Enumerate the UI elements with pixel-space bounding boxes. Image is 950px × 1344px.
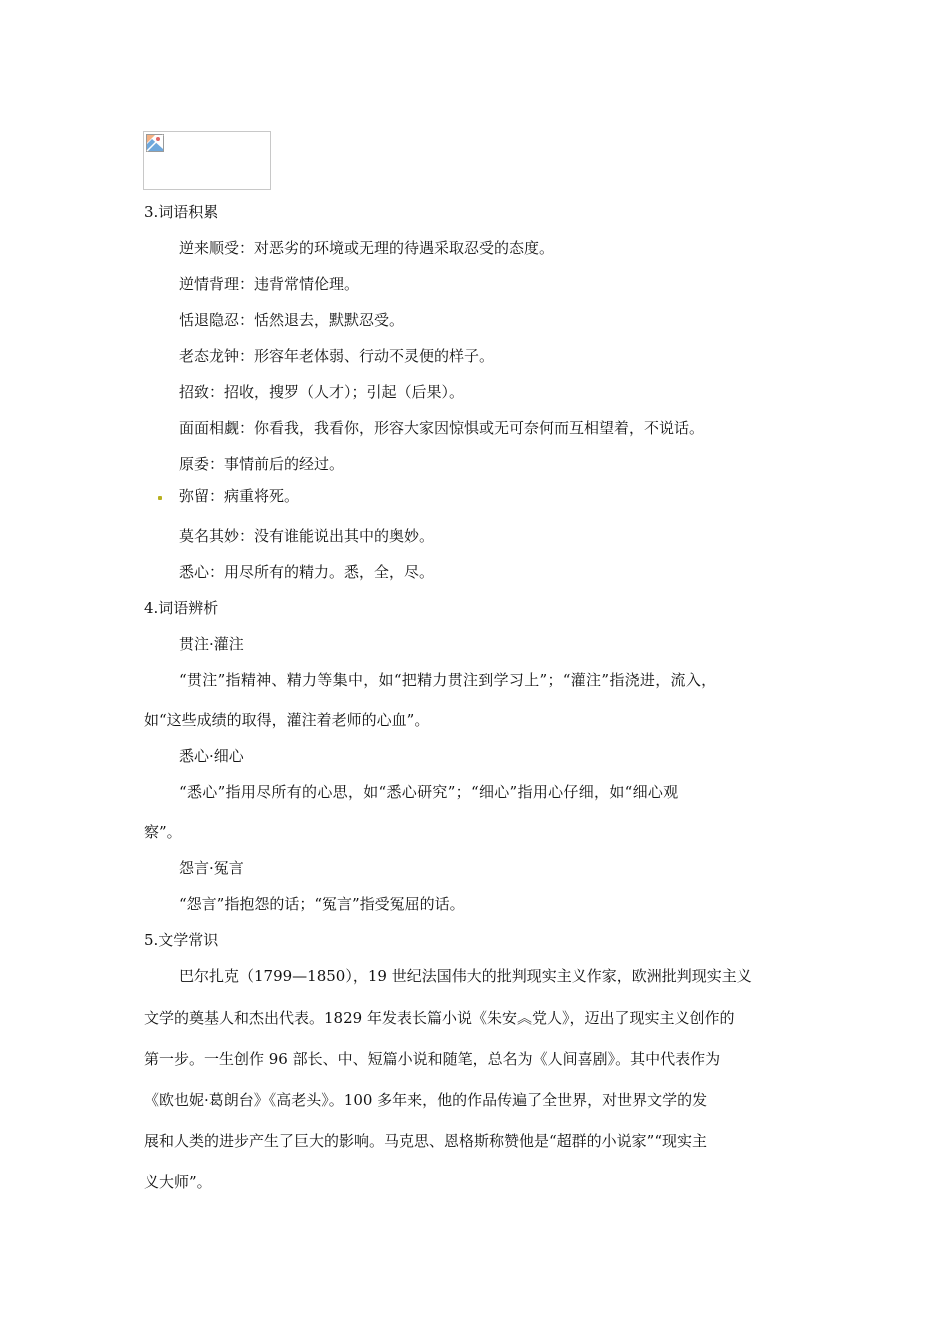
broken-image-icon <box>146 134 164 152</box>
term-item: 原委：事情前后的经过。 <box>179 455 345 473</box>
term-item: 莫名其妙：没有谁能说出其中的奥妙。 <box>179 527 435 545</box>
term-item: 逆来顺受：对恶劣的环境或无理的待遇采取忍受的态度。 <box>179 239 555 257</box>
term-item: 老态龙钟：形容年老体弱、行动不灵便的样子。 <box>179 347 495 365</box>
paragraph-line: 第一步。一生创作 96 部长、中、短篇小说和随笔，总名为《人间喜剧》。其中代表作为 <box>144 1050 721 1068</box>
paragraph-line: 展和人类的进步产生了巨大的影响。马克思、恩格斯称赞他是“超群的小说家”“现实主 <box>144 1132 708 1150</box>
pair-explanation-cont: 如“这些成绩的取得，灌注着老师的心血”。 <box>144 711 430 729</box>
section-heading-3: 3.词语积累 <box>144 203 219 221</box>
section-heading-5: 5.文学常识 <box>144 931 219 949</box>
pair-explanation: “贯注”指精神、精力等集中，如“把精力贯注到学习上”；“灌注”指浇进，流入， <box>179 671 717 689</box>
pair-title: 贯注·灌注 <box>179 635 244 653</box>
pair-explanation: “怨言”指抱怨的话；“冤言”指受冤屈的话。 <box>179 895 465 913</box>
image-placeholder <box>143 131 271 190</box>
term-item: 逆情背理：违背常情伦理。 <box>179 275 360 293</box>
paragraph-line: 文学的奠基人和杰出代表。1829 年发表长篇小说《朱安︽党人》，迈出了现实主义创作的 <box>144 1009 735 1027</box>
term-item: 招致：招收，搜罗（人才）；引起（后果）。 <box>179 383 465 401</box>
section-heading-4: 4.词语辨析 <box>144 599 219 617</box>
pair-title: 怨言·冤言 <box>179 859 244 877</box>
term-item: 悉心：用尽所有的精力。悉，全，尽。 <box>179 563 435 581</box>
paragraph-line: 巴尔扎克（1799—1850），19 世纪法国伟大的批判现实主义作家，欧洲批判现实主义 <box>179 967 752 985</box>
pair-explanation-cont: 察”。 <box>144 823 182 841</box>
bullet-marker <box>158 496 162 500</box>
term-item: 恬退隐忍：恬然退去，默默忍受。 <box>179 311 405 329</box>
term-item: 面面相觑：你看我，我看你，形容大家因惊惧或无可奈何而互相望着，不说话。 <box>179 419 705 437</box>
pair-title: 悉心·细心 <box>179 747 244 765</box>
term-item: 弥留：病重将死。 <box>179 487 300 505</box>
paragraph-line: 《欧也妮·葛朗台》《高老头》。100 多年来，他的作品传遍了全世界，对世界文学的发 <box>144 1091 708 1109</box>
paragraph-line: 义大师”。 <box>144 1173 212 1191</box>
pair-explanation: “悉心”指用尽所有的心思，如“悉心研究”；“细心”指用心仔细，如“细心观 <box>179 783 679 801</box>
